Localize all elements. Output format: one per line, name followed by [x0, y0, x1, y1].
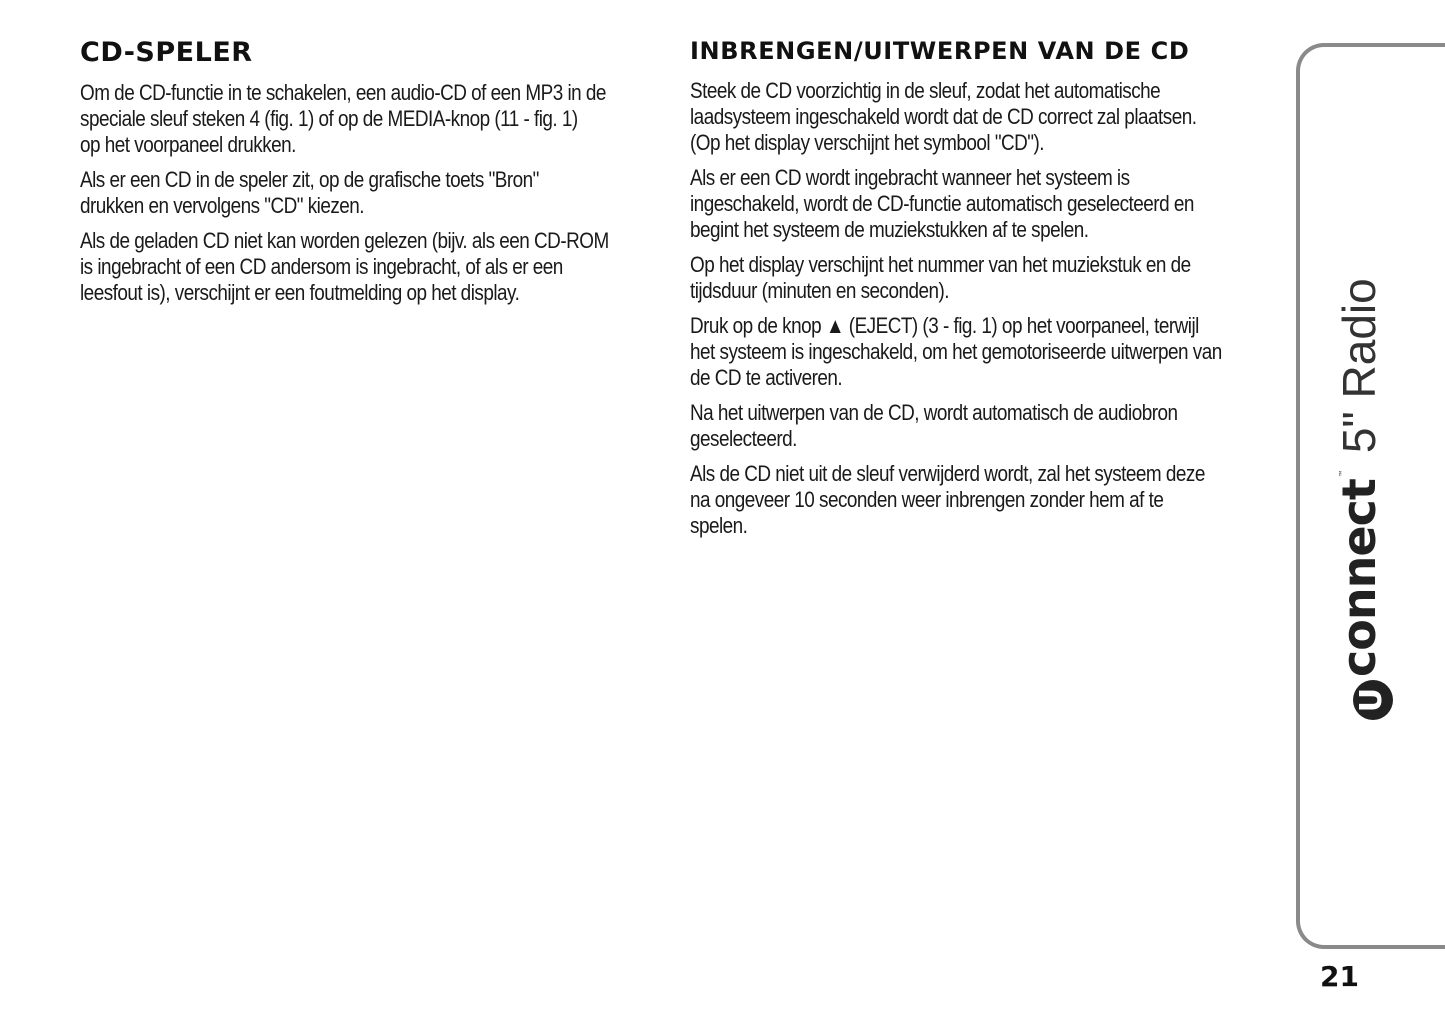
- trademark-mark: ™: [1338, 469, 1347, 478]
- right-paragraphs: [690, 78, 1275, 539]
- text-line: (Op het display verschijnt het symbool "CD").: [690, 130, 1045, 155]
- section-heading-inbrengen-uitwerpen: INBRENGEN/UITWERPEN VAN DE CD: [690, 37, 1190, 65]
- left-paragraphs: [80, 80, 670, 306]
- text-line: het systeem is ingeschakeld, om het gemotoriseerde uitwerpen van: [690, 339, 1222, 364]
- left-column: [80, 0, 670, 315]
- paragraph: [690, 165, 1275, 243]
- paragraph: [690, 252, 1275, 304]
- uconnect-logo-icon: U: [1353, 680, 1393, 720]
- text-line: op het voorpaneel drukken.: [80, 132, 296, 157]
- paragraph-text: [690, 313, 1274, 391]
- paragraph: [80, 167, 670, 219]
- paragraph-text: [80, 167, 669, 219]
- section-heading-cd-speler: CD-SPELER: [80, 37, 253, 68]
- text-line: is ingebracht of een CD andersom is ingebracht, of als er een: [80, 254, 563, 279]
- text-line: Druk op de knop ▲ (EJECT) (3 - fig. 1) op het voorpaneel, terwijl: [690, 313, 1199, 338]
- text-line: na ongeveer 10 seconden weer inbrengen zonder hem af te: [690, 487, 1164, 512]
- paragraph-text: [690, 165, 1274, 243]
- paragraph-text: [690, 461, 1274, 539]
- text-line: geselecteerd.: [690, 426, 797, 451]
- text-line: de CD te activeren.: [690, 365, 843, 390]
- page-number: 21: [1320, 960, 1359, 993]
- text-line: drukken en vervolgens "CD" kiezen.: [80, 193, 365, 218]
- paragraph: [80, 80, 670, 158]
- paragraph: [690, 78, 1275, 156]
- paragraph: [690, 400, 1275, 452]
- text-line: speciale sleuf steken 4 (fig. 1) of op de MEDIA-knop (11 - fig. 1): [80, 106, 578, 131]
- text-line: leesfout is), verschijnt er een foutmelding op het display.: [80, 280, 520, 305]
- paragraph-text: [690, 400, 1274, 452]
- text-line: ingeschakeld, wordt de CD-functie automatisch geselecteerd en: [690, 191, 1194, 216]
- text-line: tijdsduur (minuten en seconden).: [690, 278, 950, 303]
- text-line: laadsysteem ingeschakeld wordt dat de CD correct zal plaatsen.: [690, 104, 1197, 129]
- text-line: Op het display verschijnt het nummer van het muziekstuk en de: [690, 252, 1191, 277]
- radio-label: 5" Radio: [1333, 278, 1385, 454]
- paragraph-text: [80, 80, 669, 158]
- chapter-label: [1332, 278, 1387, 720]
- right-column: [690, 0, 1275, 548]
- paragraph: [80, 228, 670, 306]
- text-line: Na het uitwerpen van de CD, wordt automatisch de audiobron: [690, 400, 1178, 425]
- uconnect-logo-text: connect: [1332, 479, 1386, 677]
- paragraph: [690, 313, 1275, 391]
- text-line: Als er een CD wordt ingebracht wanneer het systeem is: [690, 165, 1130, 190]
- text-line: Steek de CD voorzichtig in de sleuf, zodat het automatische: [690, 78, 1161, 103]
- text-line: Om de CD-functie in te schakelen, een audio-CD of een MP3 in de: [80, 80, 606, 105]
- paragraph-text: [80, 228, 669, 306]
- paragraph-text: [690, 78, 1274, 156]
- text-line: begint het systeem de muziekstukken af te spelen.: [690, 217, 1089, 242]
- paragraph: [690, 461, 1275, 539]
- text-line: Als de geladen CD niet kan worden gelezen (bijv. als een CD-ROM: [80, 228, 609, 253]
- text-line: spelen.: [690, 513, 748, 538]
- paragraph-text: [690, 252, 1274, 304]
- text-line: Als de CD niet uit de sleuf verwijderd wordt, zal het systeem deze: [690, 461, 1205, 486]
- text-line: Als er een CD in de speler zit, op de grafische toets "Bron": [80, 167, 539, 192]
